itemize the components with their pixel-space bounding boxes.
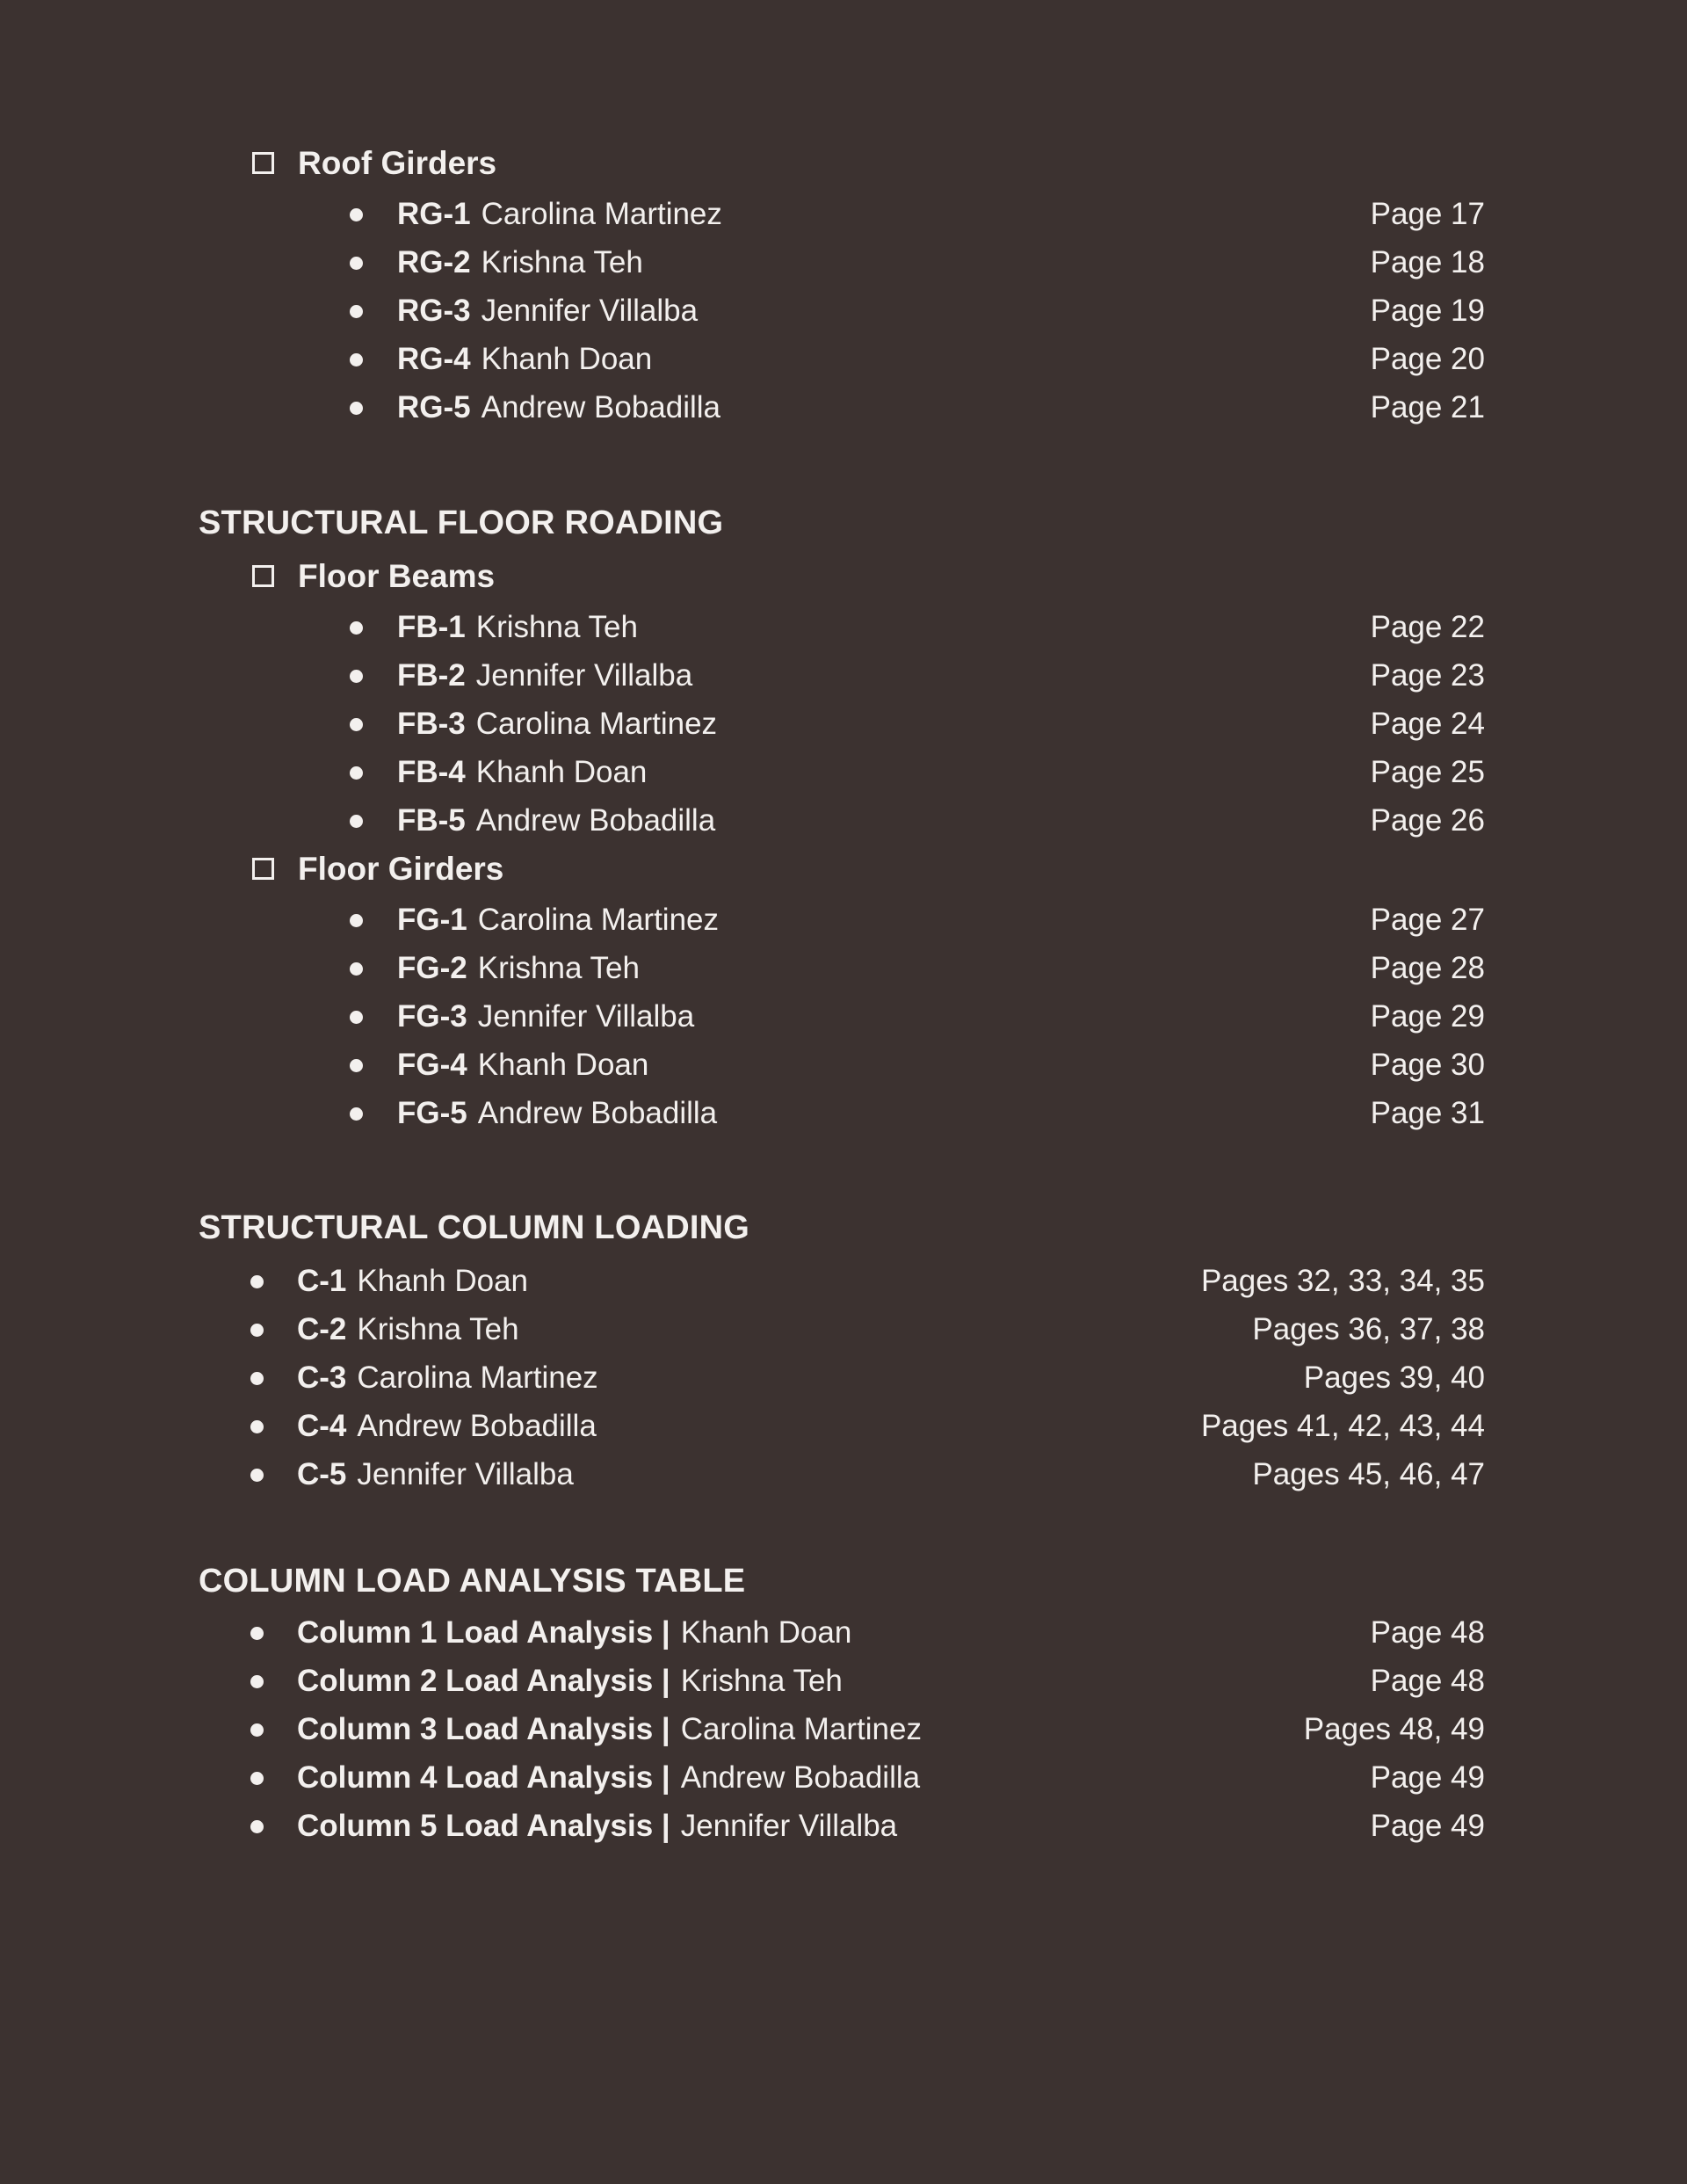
item-name: Carolina Martinez bbox=[475, 707, 718, 741]
item-name: Khanh Doan bbox=[477, 1048, 649, 1082]
page-reference: Page 22 bbox=[1370, 610, 1485, 644]
bullet-icon bbox=[350, 766, 363, 780]
item-text bbox=[297, 1450, 574, 1498]
bullet-icon bbox=[250, 1723, 264, 1737]
list-item bbox=[0, 944, 1687, 992]
bullet-icon bbox=[350, 815, 363, 828]
list-item bbox=[0, 1402, 1687, 1450]
item-code: FG-4 bbox=[397, 1048, 467, 1082]
item-text bbox=[397, 700, 717, 748]
item-code: RG-4 bbox=[397, 342, 471, 376]
list-item bbox=[0, 335, 1687, 383]
item-code: RG-1 bbox=[397, 197, 471, 231]
bullet-icon bbox=[250, 1372, 264, 1385]
item-code: FG-2 bbox=[397, 951, 467, 985]
list-item bbox=[0, 1257, 1687, 1305]
item-text bbox=[297, 1257, 528, 1305]
list-item bbox=[0, 992, 1687, 1041]
group-label: Roof Girders bbox=[298, 145, 497, 181]
item-text bbox=[397, 238, 643, 287]
page-reference: Pages 48, 49 bbox=[1303, 1712, 1485, 1746]
item-code: FG-5 bbox=[397, 1096, 467, 1130]
item-name: Carolina Martinez bbox=[357, 1360, 598, 1395]
item-text bbox=[397, 651, 692, 700]
list-item bbox=[0, 796, 1687, 845]
page-reference: Page 49 bbox=[1370, 1760, 1485, 1795]
section-heading-column: STRUCTURAL COLUMN LOADING bbox=[199, 1209, 750, 1246]
page-reference: Page 18 bbox=[1370, 245, 1485, 279]
item-code: Column 3 Load Analysis | bbox=[297, 1712, 670, 1746]
item-text bbox=[297, 1657, 843, 1705]
list-item bbox=[0, 1041, 1687, 1089]
item-name: Andrew Bobadilla bbox=[475, 803, 716, 838]
bullet-icon bbox=[250, 1275, 264, 1288]
item-name: Krishna Teh bbox=[477, 951, 640, 985]
list-item bbox=[0, 748, 1687, 796]
item-name: Andrew Bobadilla bbox=[477, 1096, 718, 1130]
list-item bbox=[0, 896, 1687, 944]
page-reference: Page 27 bbox=[1370, 903, 1485, 937]
item-code: RG-5 bbox=[397, 390, 471, 424]
page-reference: Page 48 bbox=[1370, 1664, 1485, 1698]
item-name: Jennifer Villalba bbox=[481, 294, 699, 328]
item-name: Khanh Doan bbox=[481, 342, 653, 376]
list-item bbox=[0, 1608, 1687, 1657]
list-item bbox=[0, 1802, 1687, 1850]
item-text bbox=[297, 1802, 897, 1850]
item-text bbox=[297, 1353, 598, 1402]
page-reference: Page 30 bbox=[1370, 1048, 1485, 1082]
checkbox-icon bbox=[252, 565, 274, 587]
item-name: Andrew Bobadilla bbox=[680, 1760, 921, 1795]
item-code: C-4 bbox=[297, 1409, 347, 1443]
item-name: Carolina Martinez bbox=[477, 903, 720, 937]
item-text bbox=[397, 335, 652, 383]
item-text bbox=[397, 1089, 717, 1137]
item-text bbox=[397, 190, 722, 238]
item-code: FB-2 bbox=[397, 658, 466, 693]
item-text bbox=[297, 1753, 920, 1802]
bullet-icon bbox=[350, 718, 363, 731]
page-reference: Page 20 bbox=[1370, 342, 1485, 376]
page-reference: Page 48 bbox=[1370, 1615, 1485, 1650]
item-code: C-5 bbox=[297, 1457, 347, 1491]
checkbox-icon bbox=[252, 858, 274, 880]
group-label: Floor Girders bbox=[298, 851, 504, 887]
list-item bbox=[0, 1753, 1687, 1802]
item-code: C-3 bbox=[297, 1360, 347, 1395]
item-name: Krishna Teh bbox=[680, 1664, 843, 1698]
item-text bbox=[397, 896, 719, 944]
list-item bbox=[0, 383, 1687, 432]
page-reference: Page 49 bbox=[1370, 1809, 1485, 1843]
page-reference: Pages 39, 40 bbox=[1303, 1360, 1485, 1395]
bullet-icon bbox=[350, 305, 363, 318]
item-name: Jennifer Villalba bbox=[357, 1457, 574, 1491]
bullet-icon bbox=[250, 1627, 264, 1640]
bullet-icon bbox=[250, 1820, 264, 1833]
page-reference: Page 17 bbox=[1370, 197, 1485, 231]
item-name: Krishna Teh bbox=[475, 610, 638, 644]
list-item bbox=[0, 1305, 1687, 1353]
item-code: FB-4 bbox=[397, 755, 466, 789]
bullet-icon bbox=[250, 1469, 264, 1482]
list-item bbox=[0, 1705, 1687, 1753]
item-text bbox=[397, 287, 698, 335]
item-code: FG-3 bbox=[397, 999, 467, 1034]
bullet-icon bbox=[350, 670, 363, 683]
item-code: FB-5 bbox=[397, 803, 466, 838]
bullet-icon bbox=[250, 1772, 264, 1785]
list-item bbox=[0, 287, 1687, 335]
item-name: Jennifer Villalba bbox=[680, 1809, 898, 1843]
item-code: Column 2 Load Analysis | bbox=[297, 1664, 670, 1698]
item-text bbox=[397, 748, 647, 796]
bullet-icon bbox=[250, 1675, 264, 1688]
page-reference: Page 26 bbox=[1370, 803, 1485, 838]
item-name: Jennifer Villalba bbox=[475, 658, 693, 693]
item-code: RG-3 bbox=[397, 294, 471, 328]
bullet-icon bbox=[350, 1107, 363, 1121]
section-heading-floor: STRUCTURAL FLOOR ROADING bbox=[199, 504, 724, 541]
item-name: Khanh Doan bbox=[475, 755, 648, 789]
item-name: Khanh Doan bbox=[680, 1615, 852, 1650]
bullet-icon bbox=[350, 1059, 363, 1072]
page-reference: Page 28 bbox=[1370, 951, 1485, 985]
item-name: Andrew Bobadilla bbox=[357, 1409, 597, 1443]
bullet-icon bbox=[350, 257, 363, 270]
item-text bbox=[397, 944, 640, 992]
item-code: Column 4 Load Analysis | bbox=[297, 1760, 670, 1795]
page-reference: Pages 45, 46, 47 bbox=[1252, 1457, 1485, 1491]
item-code: C-1 bbox=[297, 1264, 347, 1298]
item-name: Krishna Teh bbox=[481, 245, 643, 279]
page-reference: Page 24 bbox=[1370, 707, 1485, 741]
list-item bbox=[0, 603, 1687, 651]
bullet-icon bbox=[350, 1011, 363, 1024]
item-text bbox=[297, 1402, 597, 1450]
item-code: FB-3 bbox=[397, 707, 466, 741]
item-code: FB-1 bbox=[397, 610, 466, 644]
list-item bbox=[0, 700, 1687, 748]
list-item bbox=[0, 238, 1687, 287]
group-label: Floor Beams bbox=[298, 558, 496, 594]
page-reference: Page 19 bbox=[1370, 294, 1485, 328]
item-code: Column 5 Load Analysis | bbox=[297, 1809, 670, 1843]
list-item bbox=[0, 1089, 1687, 1137]
bullet-icon bbox=[250, 1324, 264, 1337]
checkbox-icon bbox=[252, 152, 274, 174]
item-code: C-2 bbox=[297, 1312, 347, 1346]
item-text bbox=[297, 1305, 519, 1353]
page-reference: Pages 36, 37, 38 bbox=[1252, 1312, 1485, 1346]
item-name: Jennifer Villalba bbox=[477, 999, 695, 1034]
page-reference: Pages 32, 33, 34, 35 bbox=[1200, 1264, 1485, 1298]
page-reference: Page 25 bbox=[1370, 755, 1485, 789]
item-text bbox=[397, 383, 720, 432]
bullet-icon bbox=[350, 208, 363, 221]
list-item bbox=[0, 1353, 1687, 1402]
page-reference: Page 31 bbox=[1370, 1096, 1485, 1130]
item-text bbox=[397, 603, 638, 651]
bullet-icon bbox=[250, 1420, 264, 1433]
bullet-icon bbox=[350, 353, 363, 366]
item-name: Carolina Martinez bbox=[481, 197, 722, 231]
page-reference: Page 23 bbox=[1370, 658, 1485, 693]
item-name: Krishna Teh bbox=[357, 1312, 519, 1346]
item-text bbox=[297, 1705, 922, 1753]
item-text bbox=[297, 1608, 851, 1657]
item-code: FG-1 bbox=[397, 903, 467, 937]
page-reference: Page 21 bbox=[1370, 390, 1485, 424]
list-item bbox=[0, 1657, 1687, 1705]
item-text bbox=[397, 796, 715, 845]
item-text bbox=[397, 992, 694, 1041]
item-name: Carolina Martinez bbox=[680, 1712, 922, 1746]
item-name: Andrew Bobadilla bbox=[481, 390, 721, 424]
list-item bbox=[0, 1450, 1687, 1498]
page-reference: Pages 41, 42, 43, 44 bbox=[1200, 1409, 1485, 1443]
list-item bbox=[0, 651, 1687, 700]
bullet-icon bbox=[350, 962, 363, 976]
list-item bbox=[0, 190, 1687, 238]
page-reference: Page 29 bbox=[1370, 999, 1485, 1034]
item-text bbox=[397, 1041, 648, 1089]
bullet-icon bbox=[350, 621, 363, 635]
bullet-icon bbox=[350, 914, 363, 927]
bullet-icon bbox=[350, 402, 363, 415]
item-code: RG-2 bbox=[397, 245, 471, 279]
item-name: Khanh Doan bbox=[357, 1264, 529, 1298]
item-code: Column 1 Load Analysis | bbox=[297, 1615, 670, 1650]
section-heading-analysis: COLUMN LOAD ANALYSIS TABLE bbox=[199, 1563, 746, 1600]
